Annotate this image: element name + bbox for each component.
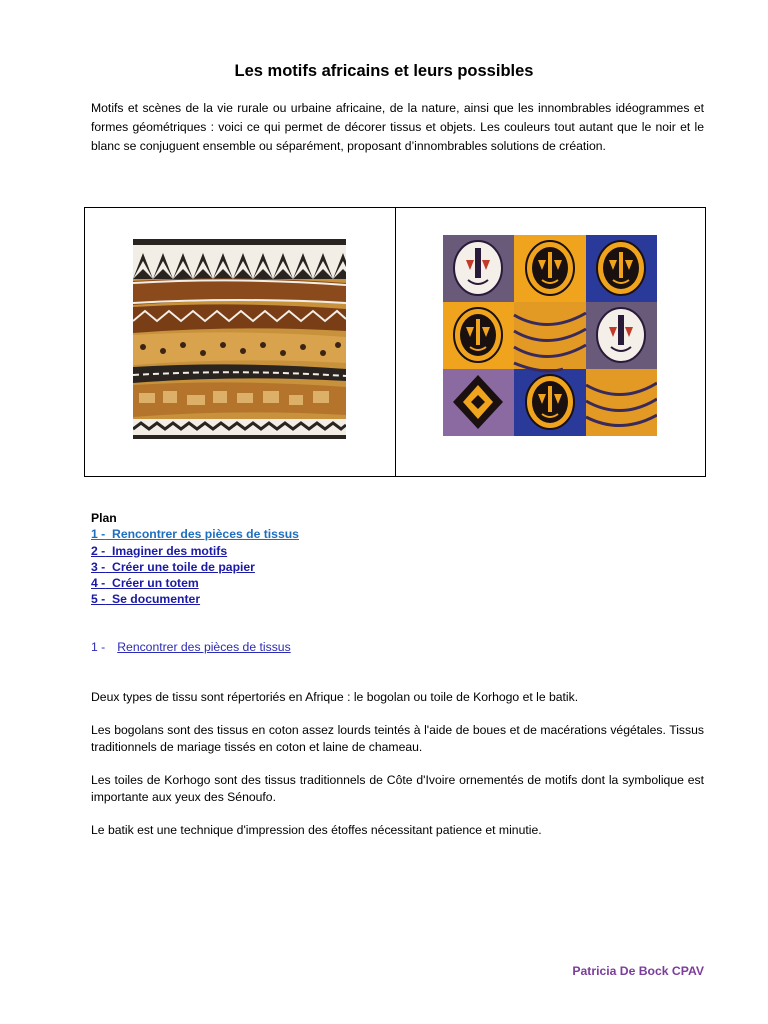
section-number: 1 - bbox=[91, 640, 106, 654]
intro-paragraph: Motifs et scènes de la vie rurale ou urbaine africaine, de la nature, ainsi que les innombrables idéogrammes et formes géométriques : voici ce qui permet de décorer tissus et objets. Les couleurs tout autant que le noir et le blanc se conjuguent ensemble ou séparément, proposant d’innombrables solutions de création. bbox=[91, 101, 704, 153]
table-divider bbox=[395, 208, 396, 476]
paragraph-korhogo: Les toiles de Korhogo sont des tissus traditionnels de Côte d'Ivoire ornementés de motifs dont la symbolique est importante aux yeux des Sénoufo. bbox=[91, 773, 704, 804]
section-link[interactable]: Rencontrer des pièces de tissus bbox=[117, 640, 291, 654]
footer-author: Patricia De Bock CPAV bbox=[572, 964, 704, 978]
paragraph-bogolans: Les bogolans sont des tissus en coton assez lourds teintés à l'aide de boues et de macérations végétales. Tissus traditionnels de mariage tissés en coton et laine de chameau. bbox=[91, 723, 704, 754]
page-title: Les motifs africains et leurs possibles bbox=[234, 62, 534, 80]
plan-link-3: 3 - Créer une toile de papier bbox=[91, 559, 255, 574]
bogolan-fabric-image bbox=[133, 239, 346, 439]
plan-item[interactable] bbox=[91, 559, 299, 575]
plan-item[interactable] bbox=[91, 543, 299, 559]
plan-link-5: 5 - Se documenter bbox=[91, 592, 201, 607]
section-heading bbox=[91, 640, 291, 654]
plan-item[interactable] bbox=[91, 575, 299, 591]
paragraph-tissus-types: Deux types de tissu sont répertoriés en Afrique : le bogolan ou toile de Korhogo et le batik. bbox=[91, 690, 579, 704]
mask-patchwork-image bbox=[443, 235, 657, 436]
plan-link-4: 4 - Créer un totem bbox=[91, 576, 199, 591]
plan-link-1: 1 - Rencontrer des pièces de tissus bbox=[91, 527, 299, 542]
plan-heading: Plan bbox=[91, 511, 117, 525]
plan-item[interactable] bbox=[91, 591, 299, 607]
plan-section bbox=[91, 510, 299, 608]
plan-link-2: 2 - Imaginer des motifs bbox=[91, 543, 228, 558]
paragraph-batik: Le batik est une technique d'impression des étoffes nécessitant patience et minutie. bbox=[91, 823, 542, 837]
plan-item[interactable] bbox=[91, 526, 299, 542]
